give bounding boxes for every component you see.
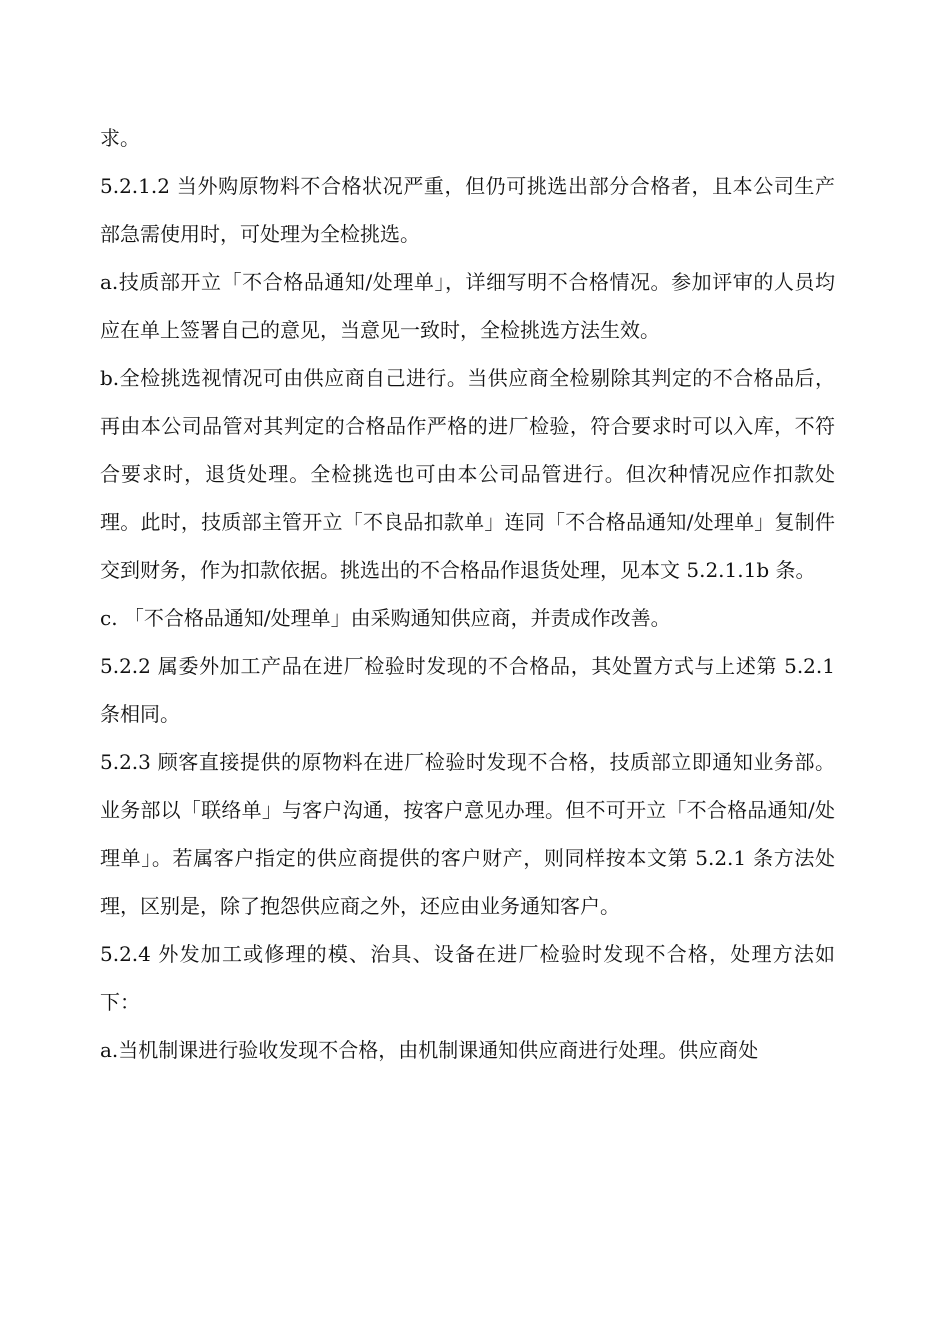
paragraph-5-2-3: 5.2.3 顾客直接提供的原物料在进厂检验时发现不合格，技质部立即通知业务部。业务部以「联络单」与客户沟通，按客户意见办理。但不可开立「不合格品通知/处理单」。若属客户指定的供应商提供的客户财产，则同样按本文第 5.2.1 条方法处理，区别是，除了抱怨供应商之外，还应由业务通知客户。 <box>100 750 835 918</box>
document-body <box>100 114 835 1074</box>
paragraph-continuation: 求。 <box>100 126 140 150</box>
paragraph-5-2-2: 5.2.2 属委外加工产品在进厂检验时发现的不合格品，其处置方式与上述第 5.2.1 条相同。 <box>100 654 835 726</box>
paragraph-5-2-1-2: 5.2.1.2 当外购原物料不合格状况严重，但仍可挑选出部分合格者，且本公司生产部急需使用时，可处理为全检挑选。 <box>100 174 835 246</box>
paragraph-item-b: b.全检挑选视情况可由供应商自己进行。当供应商全检剔除其判定的不合格品后，再由本公司品管对其判定的合格品作严格的进厂检验，符合要求时可以入库，不符合要求时，退货处理。全检挑选也可由本公司品管进行。但次种情况应作扣款处理。此时，技质部主管开立「不良品扣款单」连同「不合格品通知/处理单」复制件交到财务，作为扣款依据。挑选出的不合格品作退货处理，见本文 5.2.1.1b 条。 <box>100 366 835 582</box>
paragraph-5-2-4-item-a: a.当机制课进行验收发现不合格，由机制课通知供应商进行处理。供应商处 <box>100 1038 759 1062</box>
paragraph-item-c: c. 「不合格品通知/处理单」由采购通知供应商，并责成作改善。 <box>100 606 671 630</box>
paragraph-5-2-4: 5.2.4 外发加工或修理的模、治具、设备在进厂检验时发现不合格，处理方法如下： <box>100 942 835 1014</box>
paragraph-item-a: a.技质部开立「不合格品通知/处理单」，详细写明不合格情况。参加评审的人员均应在单上签署自己的意见，当意见一致时，全检挑选方法生效。 <box>100 270 835 342</box>
